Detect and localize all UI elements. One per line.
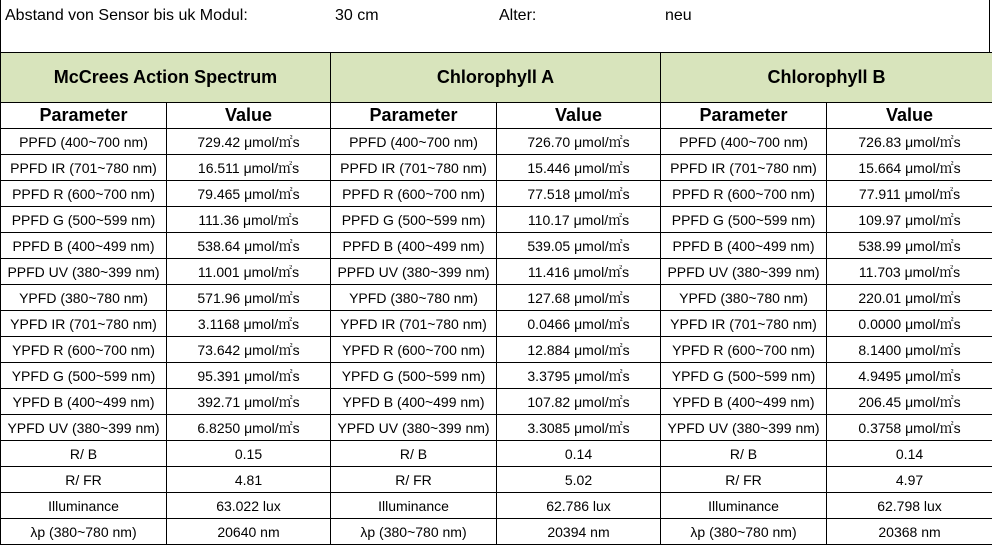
col-header-value: Value [827, 103, 992, 129]
age-label: Alter: [499, 7, 536, 25]
value-cell: 5.02 [497, 467, 661, 493]
parameter-cell: YPFD B (400~499 nm) [331, 389, 497, 415]
parameter-cell: PPFD R (600~700 nm) [1, 181, 167, 207]
age-value: neu [665, 7, 692, 25]
parameter-cell: PPFD UV (380~399 nm) [661, 259, 827, 285]
parameter-cell: PPFD IR (701~780 nm) [331, 155, 497, 181]
value-cell: 4.81 [167, 467, 331, 493]
value-cell: 392.71 μmol/㎡s [167, 389, 331, 415]
parameter-cell: PPFD B (400~499 nm) [661, 233, 827, 259]
table-row [1, 207, 992, 233]
parameter-cell: PPFD UV (380~399 nm) [1, 259, 167, 285]
parameter-cell: YPFD G (500~599 nm) [1, 363, 167, 389]
value-cell: 110.17 μmol/㎡s [497, 207, 661, 233]
distance-label: Abstand von Sensor bis uk Modul: [5, 7, 248, 25]
value-cell: 4.9495 μmol/㎡s [827, 363, 992, 389]
parameter-cell: PPFD IR (701~780 nm) [661, 155, 827, 181]
table-row [1, 337, 992, 363]
table-row [1, 441, 992, 467]
parameter-cell: PPFD B (400~499 nm) [1, 233, 167, 259]
parameter-cell: PPFD IR (701~780 nm) [1, 155, 167, 181]
parameter-cell: YPFD R (600~700 nm) [331, 337, 497, 363]
parameter-cell: YPFD G (500~599 nm) [331, 363, 497, 389]
parameter-cell: YPFD UV (380~399 nm) [331, 415, 497, 441]
table-row [1, 129, 992, 155]
table-row [1, 155, 992, 181]
parameter-cell: λp (380~780 nm) [331, 519, 497, 545]
value-cell: 79.465 μmol/㎡s [167, 181, 331, 207]
parameter-cell: Illuminance [661, 493, 827, 519]
parameter-cell: PPFD B (400~499 nm) [331, 233, 497, 259]
measurement-table [0, 52, 992, 545]
col-header-parameter: Parameter [1, 103, 167, 129]
col-header-parameter: Parameter [661, 103, 827, 129]
value-cell: 0.3758 μmol/㎡s [827, 415, 992, 441]
col-header-parameter: Parameter [331, 103, 497, 129]
table-row [1, 519, 992, 545]
parameter-cell: PPFD G (500~599 nm) [1, 207, 167, 233]
parameter-cell: PPFD (400~700 nm) [661, 129, 827, 155]
value-cell: 0.14 [497, 441, 661, 467]
parameter-cell: R/ FR [661, 467, 827, 493]
group-header-mccrees: McCrees Action Spectrum [1, 53, 331, 103]
value-cell: 3.3795 μmol/㎡s [497, 363, 661, 389]
value-cell: 0.0466 μmol/㎡s [497, 311, 661, 337]
table-row [1, 467, 992, 493]
value-cell: 73.642 μmol/㎡s [167, 337, 331, 363]
value-cell: 16.511 μmol/㎡s [167, 155, 331, 181]
value-cell: 12.884 μmol/㎡s [497, 337, 661, 363]
value-cell: 726.70 μmol/㎡s [497, 129, 661, 155]
parameter-cell: R/ B [1, 441, 167, 467]
parameter-cell: R/ B [331, 441, 497, 467]
parameter-cell: PPFD R (600~700 nm) [331, 181, 497, 207]
value-cell: 95.391 μmol/㎡s [167, 363, 331, 389]
parameter-cell: R/ B [661, 441, 827, 467]
group-header-row [1, 53, 992, 103]
value-cell: 539.05 μmol/㎡s [497, 233, 661, 259]
value-cell: 729.42 μmol/㎡s [167, 129, 331, 155]
value-cell: 20640 nm [167, 519, 331, 545]
value-cell: 15.664 μmol/㎡s [827, 155, 992, 181]
parameter-cell: PPFD G (500~599 nm) [331, 207, 497, 233]
value-cell: 62.798 lux [827, 493, 992, 519]
table-row [1, 493, 992, 519]
parameter-cell: YPFD (380~780 nm) [331, 285, 497, 311]
value-cell: 0.14 [827, 441, 992, 467]
value-cell: 571.96 μmol/㎡s [167, 285, 331, 311]
parameter-cell: PPFD G (500~599 nm) [661, 207, 827, 233]
parameter-cell: YPFD R (600~700 nm) [661, 337, 827, 363]
parameter-cell: YPFD IR (701~780 nm) [661, 311, 827, 337]
value-cell: 62.786 lux [497, 493, 661, 519]
parameter-cell: PPFD R (600~700 nm) [661, 181, 827, 207]
parameter-cell: YPFD G (500~599 nm) [661, 363, 827, 389]
value-cell: 63.022 lux [167, 493, 331, 519]
value-cell: 107.82 μmol/㎡s [497, 389, 661, 415]
value-cell: 11.416 μmol/㎡s [497, 259, 661, 285]
parameter-cell: YPFD IR (701~780 nm) [331, 311, 497, 337]
table-body [1, 129, 992, 545]
parameter-cell: YPFD UV (380~399 nm) [1, 415, 167, 441]
value-cell: 11.703 μmol/㎡s [827, 259, 992, 285]
parameter-cell: PPFD UV (380~399 nm) [331, 259, 497, 285]
value-cell: 538.99 μmol/㎡s [827, 233, 992, 259]
value-cell: 206.45 μmol/㎡s [827, 389, 992, 415]
value-cell: 0.0000 μmol/㎡s [827, 311, 992, 337]
value-cell: 127.68 μmol/㎡s [497, 285, 661, 311]
parameter-cell: YPFD R (600~700 nm) [1, 337, 167, 363]
col-header-value: Value [167, 103, 331, 129]
parameter-cell: R/ FR [331, 467, 497, 493]
parameter-cell: λp (380~780 nm) [661, 519, 827, 545]
group-header-chlorophyll-a: Chlorophyll A [331, 53, 661, 103]
value-cell: 3.3085 μmol/㎡s [497, 415, 661, 441]
parameter-cell: YPFD IR (701~780 nm) [1, 311, 167, 337]
table-row [1, 181, 992, 207]
value-cell: 77.518 μmol/㎡s [497, 181, 661, 207]
table-row [1, 285, 992, 311]
parameter-cell: R/ FR [1, 467, 167, 493]
parameter-cell: PPFD (400~700 nm) [331, 129, 497, 155]
parameter-cell: λp (380~780 nm) [1, 519, 167, 545]
table-row [1, 259, 992, 285]
table-row [1, 389, 992, 415]
value-cell: 4.97 [827, 467, 992, 493]
distance-value: 30 cm [335, 7, 379, 25]
group-header-chlorophyll-b: Chlorophyll B [661, 53, 992, 103]
value-cell: 11.001 μmol/㎡s [167, 259, 331, 285]
parameter-cell: YPFD B (400~499 nm) [661, 389, 827, 415]
value-cell: 220.01 μmol/㎡s [827, 285, 992, 311]
parameter-cell: YPFD (380~780 nm) [661, 285, 827, 311]
value-cell: 3.1168 μmol/㎡s [167, 311, 331, 337]
table-row [1, 233, 992, 259]
value-cell: 6.8250 μmol/㎡s [167, 415, 331, 441]
value-cell: 0.15 [167, 441, 331, 467]
parameter-cell: YPFD (380~780 nm) [1, 285, 167, 311]
parameter-cell: PPFD (400~700 nm) [1, 129, 167, 155]
table-row [1, 311, 992, 337]
parameter-cell: Illuminance [331, 493, 497, 519]
parameter-cell: YPFD B (400~499 nm) [1, 389, 167, 415]
value-cell: 109.97 μmol/㎡s [827, 207, 992, 233]
column-header-row [1, 103, 992, 129]
table-row [1, 363, 992, 389]
value-cell: 111.36 μmol/㎡s [167, 207, 331, 233]
info-strip [0, 0, 990, 52]
col-header-value: Value [497, 103, 661, 129]
parameter-cell: Illuminance [1, 493, 167, 519]
value-cell: 726.83 μmol/㎡s [827, 129, 992, 155]
value-cell: 20394 nm [497, 519, 661, 545]
value-cell: 77.911 μmol/㎡s [827, 181, 992, 207]
parameter-cell: YPFD UV (380~399 nm) [661, 415, 827, 441]
value-cell: 538.64 μmol/㎡s [167, 233, 331, 259]
value-cell: 20368 nm [827, 519, 992, 545]
table-row [1, 415, 992, 441]
value-cell: 15.446 μmol/㎡s [497, 155, 661, 181]
value-cell: 8.1400 μmol/㎡s [827, 337, 992, 363]
